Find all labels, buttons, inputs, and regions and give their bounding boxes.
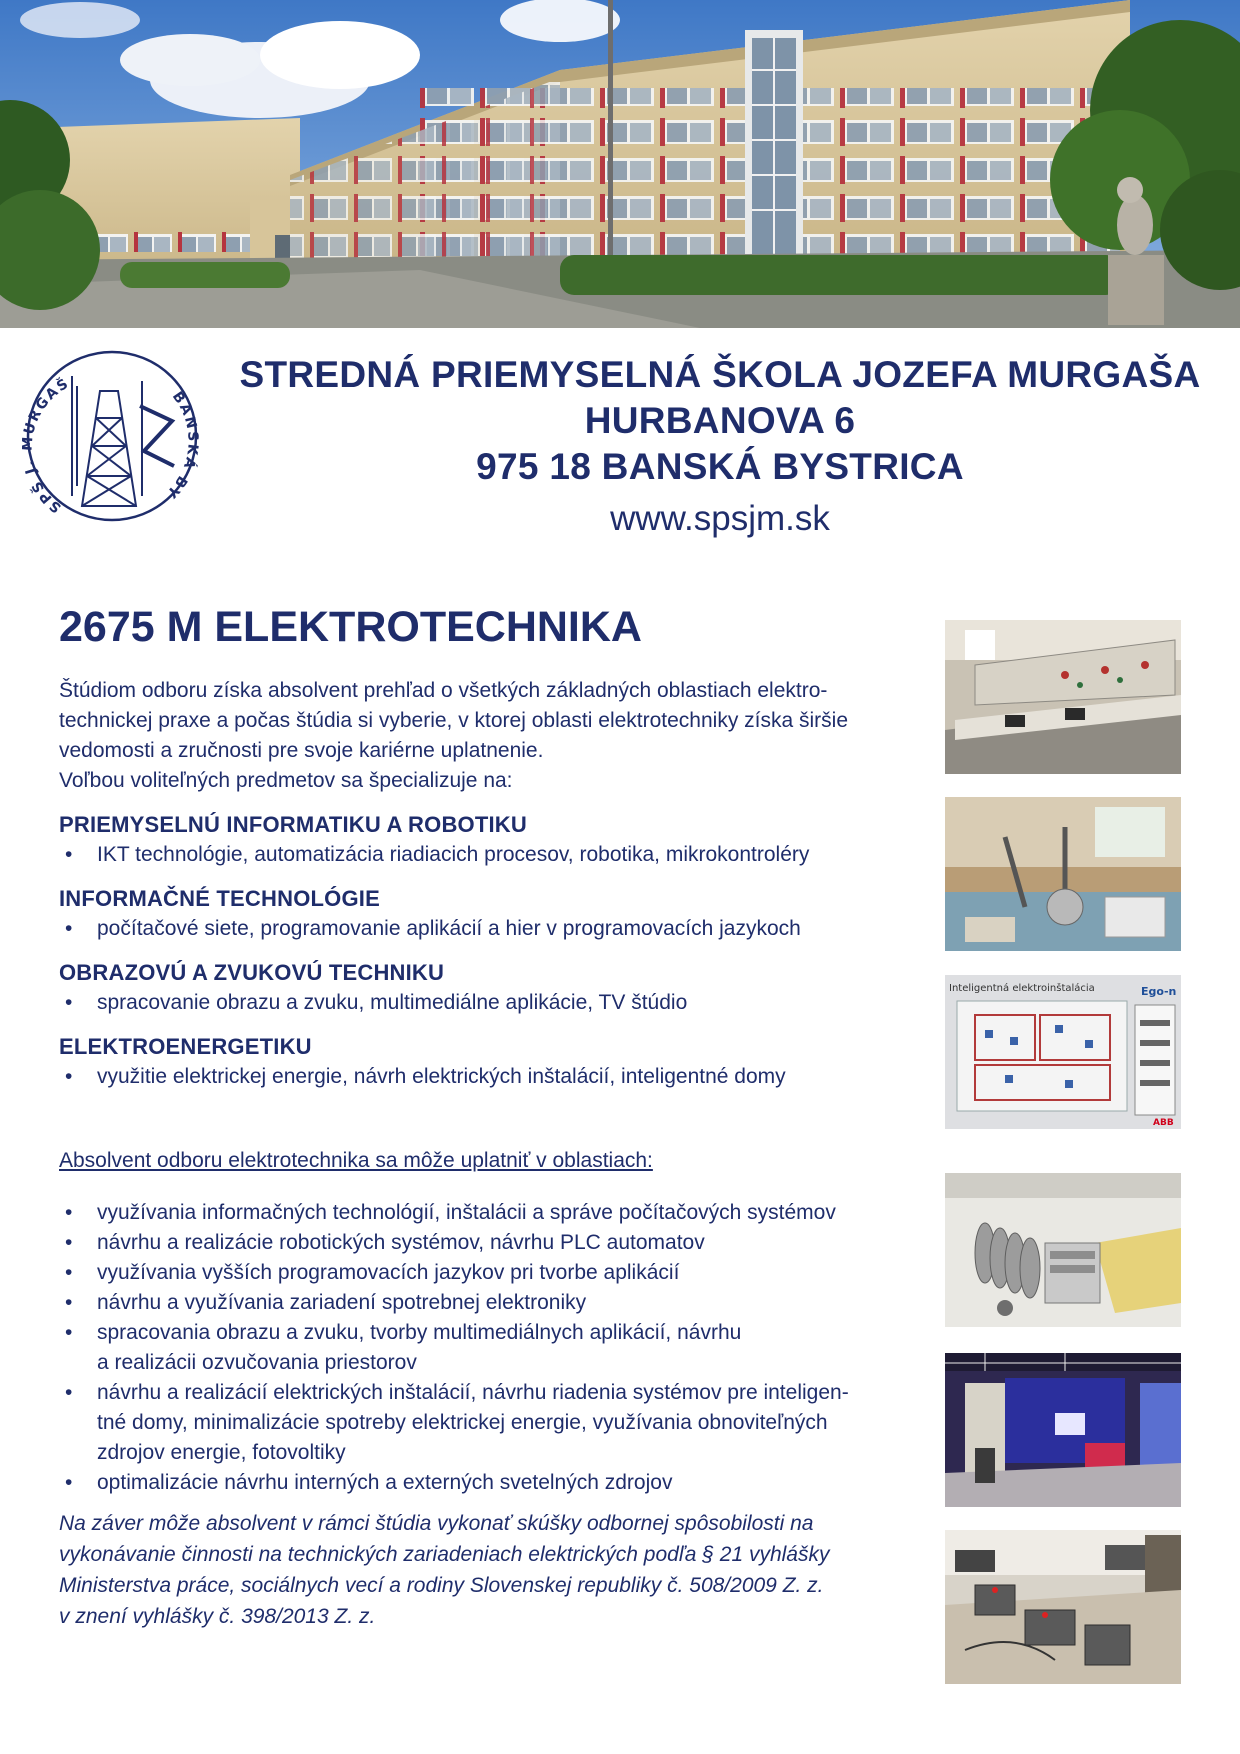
specialization-heading: INFORMAČNÉ TECHNOLÓGIE (59, 886, 380, 911)
specialization-item: • využitie elektrickej energie, návrh elektrických inštalácií, inteligentné domy (59, 1062, 939, 1092)
panel-label: Inteligentná elektroinštalácia (949, 983, 1095, 994)
school-name: STREDNÁ PRIEMYSELNÁ ŠKOLA JOZEFA MURGAŠA (239, 354, 1201, 395)
specialization-item: • počítačové siete, programovanie aplikácií a hier v programovacích jazykoch (59, 914, 939, 944)
specialization (59, 810, 939, 870)
application-item: • návrhu a využívania zariadení spotrebnej elektroniky (59, 1288, 939, 1318)
panel-logo: ABB (1153, 1118, 1174, 1128)
specialization (59, 884, 939, 944)
program-description (59, 600, 939, 1632)
application-item: • návrhu a realizácií elektrických inštalácií, návrhu riadenia systémov pre inteligen- tné domy, minimalizácie spotreby elektrickej energie, využívania obnoviteľných zdrojov energie, fotovoltiky (59, 1378, 939, 1468)
svg-text:BANSKÁ BYSTRICA (22, 346, 201, 502)
application-item: • využívania vyšších programovacích jazykov pri tvorbe aplikácií (59, 1258, 939, 1288)
intro-line: Štúdiom odboru získa absolvent prehľad o všetkých základných oblastiach elektro- (59, 679, 828, 702)
specialization-heading: PRIEMYSELNÚ INFORMATIKU A ROBOTIKU (59, 812, 527, 837)
intro-line: vedomosti a zručnosti pre svoje kariérne uplatnenie. (59, 739, 544, 762)
specialization-item: • IKT technológie, automatizácia riadiacich procesov, robotika, mikrokontroléry (59, 840, 939, 870)
applications-list (59, 1198, 939, 1498)
logo-text-top: BANSKÁ BY (162, 388, 201, 502)
final-note-line: v znení vyhlášky č. 398/2013 Z. z. (59, 1605, 376, 1628)
school-building-photo (0, 0, 1240, 328)
applications-heading: Absolvent odboru elektrotechnika sa môže uplatniť v oblastiach: (59, 1149, 653, 1172)
specialization-item: • spracovanie obrazu a zvuku, multimediálne aplikácie, TV štúdio (59, 988, 939, 1018)
robot-arm-photo (945, 1173, 1181, 1327)
specializations (59, 810, 939, 1092)
intro-line: Voľbou voliteľných predmetov sa špecializuje na: (59, 769, 513, 792)
application-item: • využívania informačných technológií, inštalácii a správe počítačových systémov (59, 1198, 939, 1228)
specialization (59, 958, 939, 1018)
logo-text-left: SPŠ J. URGAŠ (22, 375, 73, 516)
specialization-heading: ELEKTROENERGETIKU (59, 1034, 312, 1059)
final-note-line: Na záver môže absolvent v rámci štúdia vykonať skúšky odbornej spôsobilosti na (59, 1512, 814, 1535)
application-item: • optimalizácie návrhu interných a externých svetelných zdrojov (59, 1468, 939, 1498)
tv-studio-photo (945, 1353, 1181, 1507)
lab-panels-photo (945, 620, 1181, 774)
svg-text:SPŠ J. MURGAŠA (22, 346, 73, 516)
specialization (59, 1032, 939, 1092)
intro-paragraph (59, 676, 939, 796)
specialization-heading: OBRAZOVÚ A ZVUKOVÚ TECHNIKU (59, 960, 445, 985)
school-city: 975 18 BANSKÁ BYSTRICA (476, 446, 964, 487)
final-note-line: Ministerstva práce, sociálnych vecí a rodiny Slovenskej republiky č. 508/2009 Z. z. (59, 1574, 824, 1597)
program-title: 2675 M ELEKTROTECHNIKA (59, 603, 642, 651)
final-note (59, 1508, 939, 1632)
school-logo (22, 346, 202, 526)
school-website[interactable]: www.spsjm.sk (610, 499, 830, 538)
school-street: HURBANOVA 6 (584, 400, 856, 441)
robotics-lab-photo (945, 1530, 1181, 1684)
school-header (220, 352, 1220, 544)
panel-brand: Ego-n (1141, 985, 1177, 998)
application-item: • spracovania obrazu a zvuku, tvorby multimediálnych aplikácií, návrhu a realizácii ozvučovania priestorov (59, 1318, 939, 1378)
final-note-line: vykonávanie činnosti na technických zariadeniach elektrických podľa § 21 vyhlášky (59, 1543, 830, 1566)
intro-line: technickej praxe a počas štúdia si vyberie, v ktorej oblasti elektrotechniky získa širšie (59, 709, 849, 732)
soldering-station-photo (945, 797, 1181, 951)
application-item: • návrhu a realizácie robotických systémov, návrhu PLC automatov (59, 1228, 939, 1258)
smart-installation-panel-photo (945, 975, 1181, 1129)
